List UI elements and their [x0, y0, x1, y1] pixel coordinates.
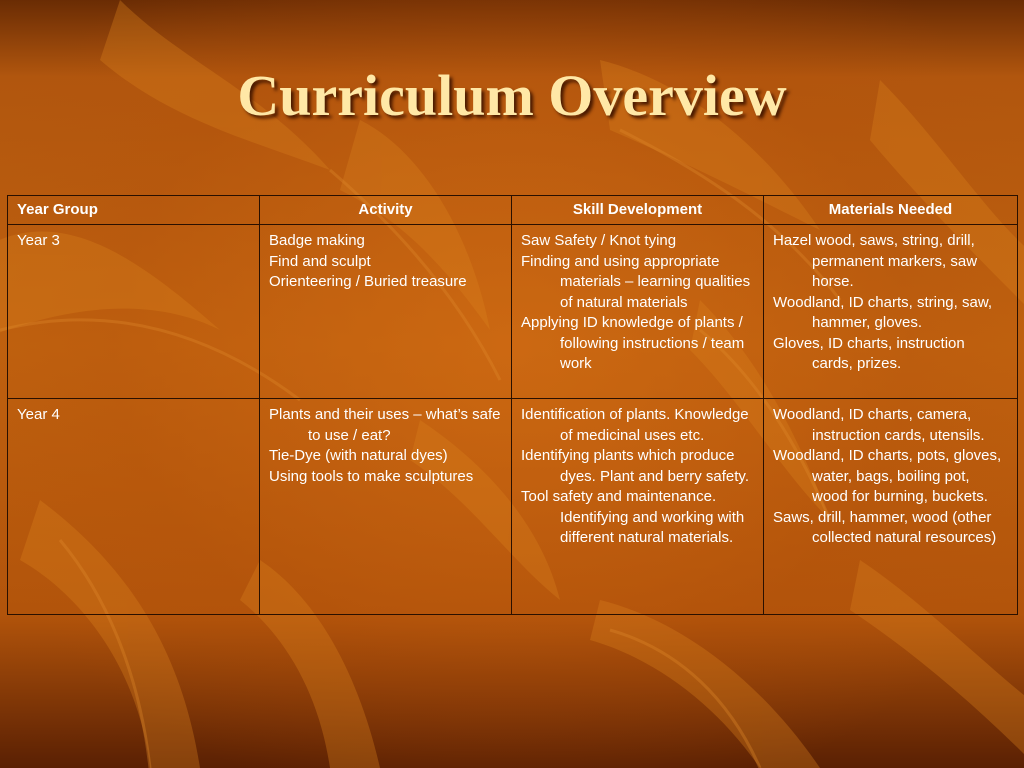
skill-item: Finding and using appropriate materials – learning qualities of natural materials	[521, 252, 751, 311]
activity-item: Orienteering / Buried treasure	[269, 273, 467, 290]
materials-item: Hazel wood, saws, string, drill, permanent markers, saw horse.	[773, 232, 978, 290]
activity-item: Plants and their uses – what’s safe to use / eat?	[269, 406, 501, 444]
activity-item: Tie-Dye (with natural dyes)	[269, 447, 448, 464]
skill-item: Identifying plants which produce dyes. Plant and berry safety.	[521, 447, 749, 485]
materials-needed-cell	[764, 399, 1018, 615]
skill-item: Tool safety and maintenance. Identifying and working with different natural materials.	[521, 488, 745, 546]
activity-item: Badge making	[269, 232, 365, 249]
column-header-materials-needed: Materials Needed	[764, 196, 1018, 225]
table-header-row	[8, 196, 1018, 225]
materials-item: Woodland, ID charts, camera, instruction cards, utensils.	[773, 406, 985, 444]
column-header-activity: Activity	[260, 196, 512, 225]
curriculum-table	[7, 195, 1018, 615]
activity-cell	[260, 399, 512, 615]
materials-item: Woodland, ID charts, pots, gloves, water, bags, boiling pot, wood for burning, buckets.	[773, 447, 1002, 505]
year-group-cell: Year 3	[8, 225, 260, 399]
column-header-skill-development: Skill Development	[512, 196, 764, 225]
materials-item: Saws, drill, hammer, wood (other collected natural resources)	[773, 508, 997, 546]
column-header-year-group: Year Group	[8, 196, 260, 225]
activity-item: Find and sculpt	[269, 252, 371, 270]
slide-title: Curriculum Overview	[237, 63, 787, 128]
skill-item: Saw Safety / Knot tying	[521, 232, 677, 249]
materials-item: Gloves, ID charts, instruction cards, prizes.	[773, 334, 965, 372]
activity-item: Using tools to make sculptures	[269, 467, 474, 485]
materials-needed-cell	[764, 225, 1018, 399]
skill-item: Applying ID knowledge of plants / following instructions / team work	[521, 314, 745, 372]
table-row	[8, 399, 1018, 615]
skill-development-cell	[512, 225, 764, 399]
table-row	[8, 225, 1018, 399]
skill-development-cell	[512, 399, 764, 615]
skill-item: Identification of plants. Knowledge of medicinal uses etc.	[521, 406, 749, 444]
year-group-cell: Year 4	[8, 399, 260, 615]
materials-item: Woodland, ID charts, string, saw, hammer, gloves.	[773, 293, 992, 331]
activity-cell	[260, 225, 512, 399]
